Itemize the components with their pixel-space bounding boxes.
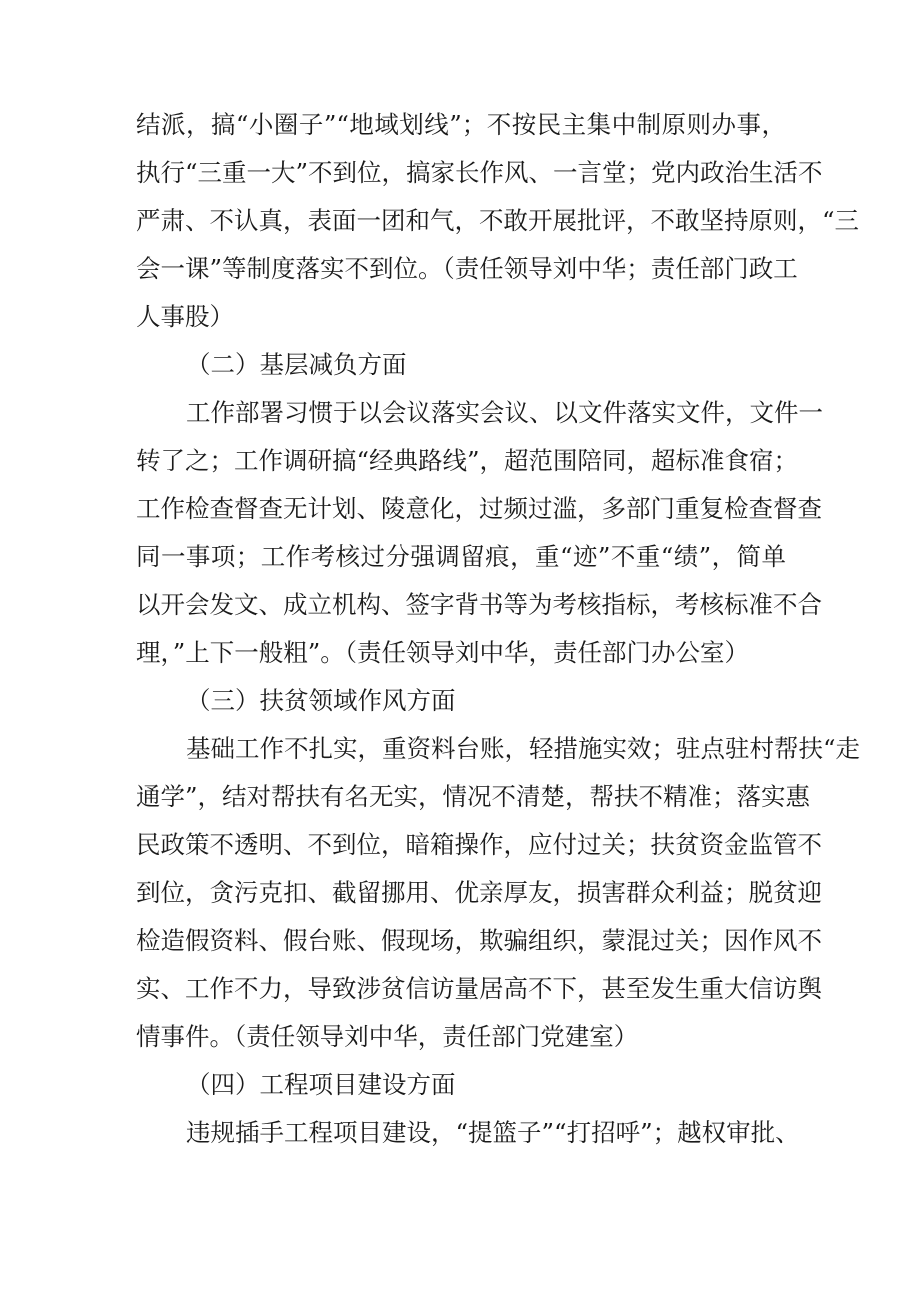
paragraph-line: 会一课”等制度落实不到位。（责任领导刘中华；责任部门政工 [136, 254, 798, 283]
paragraph-line: 理，”上下一般粗”。（责任领导刘中华，责任部门办公室） [136, 638, 750, 667]
paragraph-line: 到位，贪污克扣、截留挪用、优亲厚友，损害群众利益；脱贫迎 [136, 878, 822, 907]
paragraph-line: 实、工作不力，导致涉贫信访量居高不下，甚至发生重大信访舆 [136, 974, 822, 1003]
paragraph-line: 同一事项；工作考核过分强调留痕，重“迹”不重“绩”，简单 [136, 542, 786, 571]
paragraph-line: 执行“三重一大”不到位，搞家长作风、一言堂；党内政治生活不 [136, 158, 823, 187]
paragraph-line: 基础工作不扎实，重资料台账，轻措施实效；驻点驻村帮扶“走 [186, 734, 861, 763]
section-grassroots-burden [136, 341, 823, 677]
paragraph-line: 情事件。（责任领导刘中华，责任部门党建室） [136, 1022, 639, 1051]
paragraph-line: 工作检查督查无计划、陵意化，过频过滥，多部门重复检查督查 [136, 494, 822, 523]
section-heading: （二）基层减负方面 [186, 350, 407, 379]
paragraph-line: 民政策不透明、不到位，暗箱操作，应付过关；扶贫资金监管不 [136, 830, 822, 859]
paragraph-line: 严肃、不认真，表面一团和气，不敢开展批评，不敢坚持原则，“三 [136, 206, 860, 235]
paragraph-line: 结派，搞“小圈子”“地域划线”；不按民主集中制原则办事， [136, 110, 786, 139]
paragraph-line: 检造假资料、假台账、假现场，欺骗组织，蒙混过关；因作风不 [136, 926, 822, 955]
section-engineering-projects [136, 1061, 800, 1157]
section-heading: （三）扶贫领域作风方面 [186, 686, 456, 715]
paragraph-line: 转了之；工作调研搞“经典路线”，超范围陪同，超标准食宿； [136, 446, 799, 475]
section-party-discipline-continued [136, 101, 860, 341]
document-body [136, 101, 861, 1157]
paragraph-line: 违规插手工程项目建设，“提篮子”“打招呼”；越权审批、 [186, 1118, 800, 1147]
paragraph-line: 以开会发文、成立机构、签字背书等为考核指标，考核标准不合 [136, 590, 822, 619]
paragraph-line: 工作部署习惯于以会议落实会议、以文件落实文件，文件一 [186, 398, 823, 427]
paragraph-line: 人事股） [136, 302, 234, 331]
paragraph-line: 通学”，结对帮扶有名无实，情况不清楚，帮扶不精准；落实惠 [136, 782, 811, 811]
section-poverty-alleviation [136, 677, 861, 1061]
section-heading: （四）工程项目建设方面 [186, 1070, 456, 1099]
